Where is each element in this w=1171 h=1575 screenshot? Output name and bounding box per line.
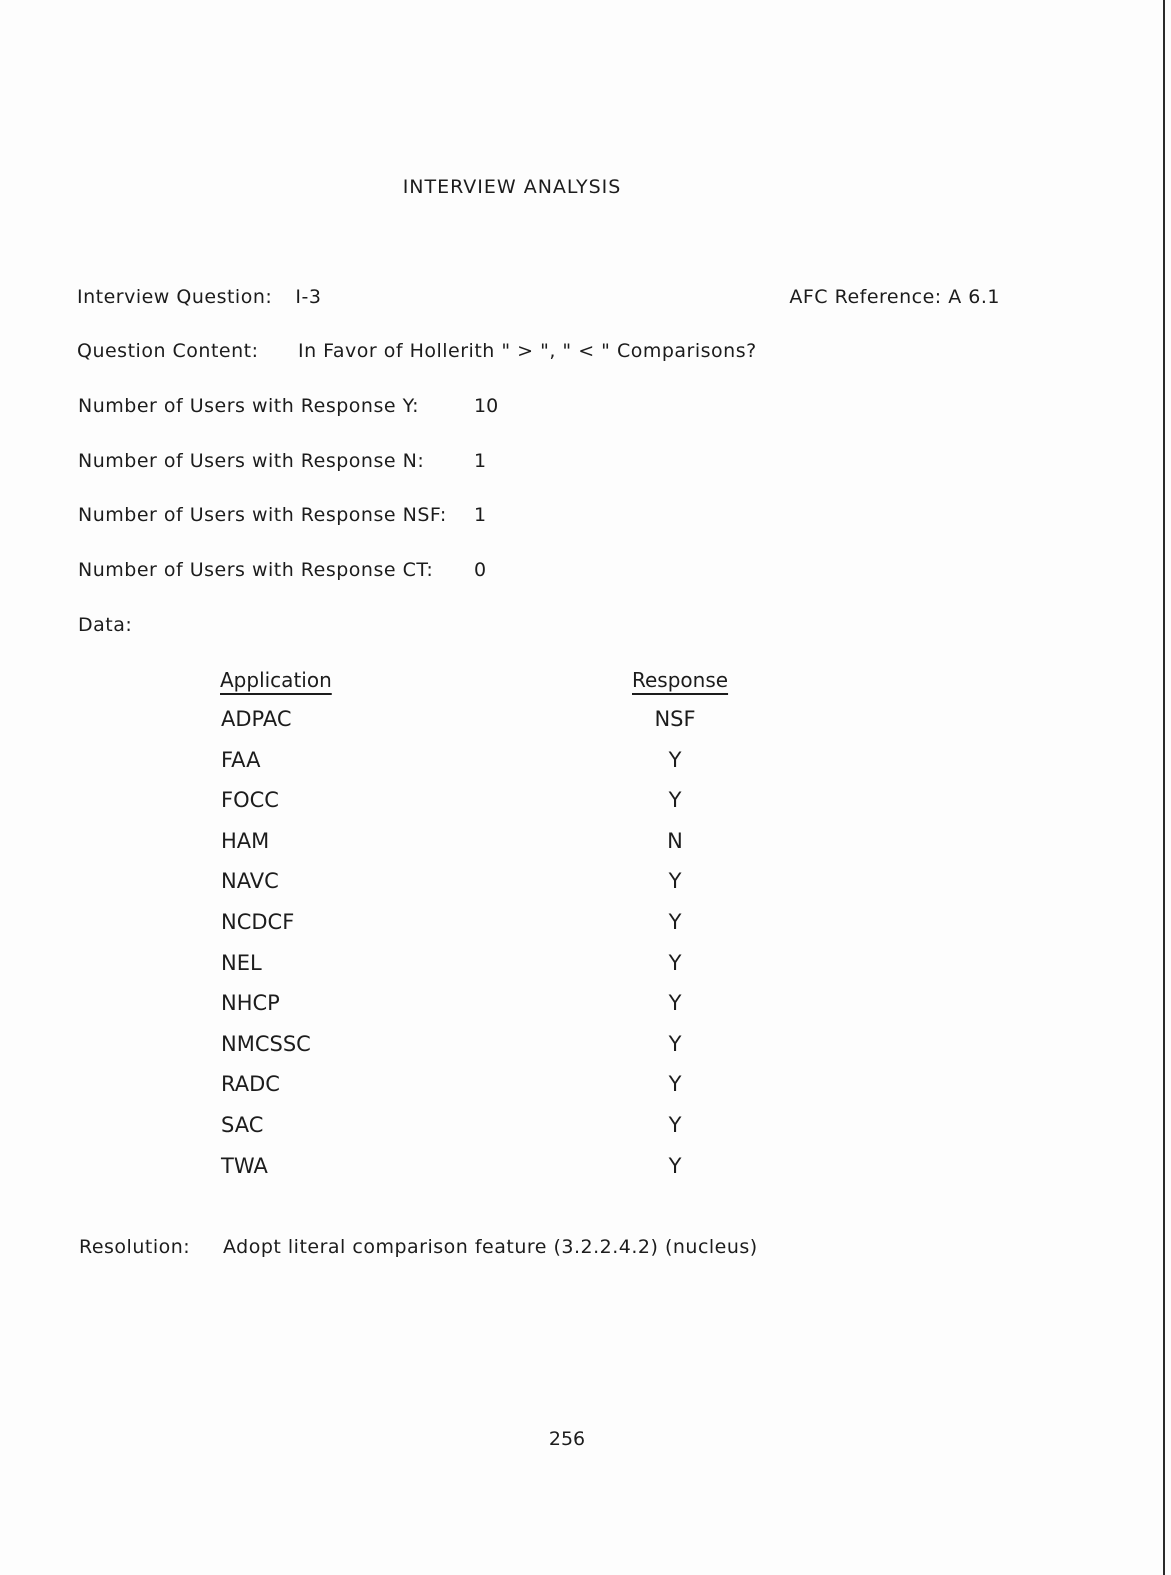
application-response-table <box>0 703 1171 1190</box>
response-cell: Y <box>668 788 682 813</box>
page-number: 256 <box>548 1428 586 1450</box>
response-column-header: Response <box>632 668 729 692</box>
application-cell: NEL <box>221 950 262 975</box>
table-row <box>0 906 1171 947</box>
response-cell: Y <box>668 1112 682 1137</box>
response-cell: N <box>667 828 683 853</box>
resolution-label: Resolution: <box>79 1236 191 1258</box>
count-ct-value: 0 <box>474 559 487 581</box>
table-row <box>0 947 1171 988</box>
interview-question-label: Interview Question: <box>77 286 273 308</box>
table-row <box>0 1109 1171 1150</box>
application-column-header: Application <box>220 668 332 692</box>
resolution-text: Adopt literal comparison feature (3.2.2.4.2) (nucleus) <box>223 1236 758 1258</box>
count-nsf-label: Number of Users with Response NSF: <box>78 504 447 526</box>
application-cell: FAA <box>221 747 261 772</box>
application-cell: FOCC <box>221 788 279 813</box>
application-cell: SAC <box>221 1112 264 1137</box>
count-y-label: Number of Users with Response Y: <box>78 395 420 417</box>
count-y-value: 10 <box>474 395 499 417</box>
interview-question-value: I-3 <box>295 286 322 308</box>
table-row <box>0 1150 1171 1191</box>
response-cell: Y <box>668 991 682 1016</box>
response-cell: Y <box>668 950 682 975</box>
application-cell: NCDCF <box>221 909 295 934</box>
response-cell: Y <box>668 869 682 894</box>
table-row <box>0 1028 1171 1069</box>
response-cell: Y <box>668 1031 682 1056</box>
response-cell: Y <box>668 1072 682 1097</box>
application-cell: RADC <box>221 1072 280 1097</box>
application-cell: NAVC <box>221 869 279 894</box>
application-cell: TWA <box>221 1153 268 1178</box>
application-cell: NHCP <box>221 991 280 1016</box>
data-label: Data: <box>78 614 133 636</box>
question-content-value: In Favor of Hollerith " > ", " < " Comparisons? <box>298 340 757 362</box>
table-row <box>0 703 1171 744</box>
table-row <box>0 825 1171 866</box>
table-row <box>0 744 1171 785</box>
response-cell: Y <box>668 747 682 772</box>
application-cell: NMCSSC <box>221 1031 311 1056</box>
table-row <box>0 865 1171 906</box>
page-title: INTERVIEW ANALYSIS <box>402 176 622 198</box>
interview-question-line <box>77 286 321 308</box>
afc-reference-value: A 6.1 <box>948 286 1000 308</box>
count-n-value: 1 <box>474 450 487 472</box>
question-content-label: Question Content: <box>77 340 259 362</box>
count-n-label: Number of Users with Response N: <box>78 450 425 472</box>
count-ct-label: Number of Users with Response CT: <box>78 559 434 581</box>
application-cell: ADPAC <box>221 707 292 731</box>
response-cell: Y <box>668 909 682 934</box>
count-nsf-value: 1 <box>474 504 487 526</box>
response-cell: NSF <box>654 707 696 731</box>
application-cell: HAM <box>221 828 270 853</box>
afc-reference-line <box>789 286 1000 308</box>
table-row <box>0 784 1171 825</box>
table-row <box>0 987 1171 1028</box>
table-row <box>0 1068 1171 1109</box>
afc-reference-label: AFC Reference: <box>789 286 942 308</box>
response-cell: Y <box>668 1153 682 1178</box>
